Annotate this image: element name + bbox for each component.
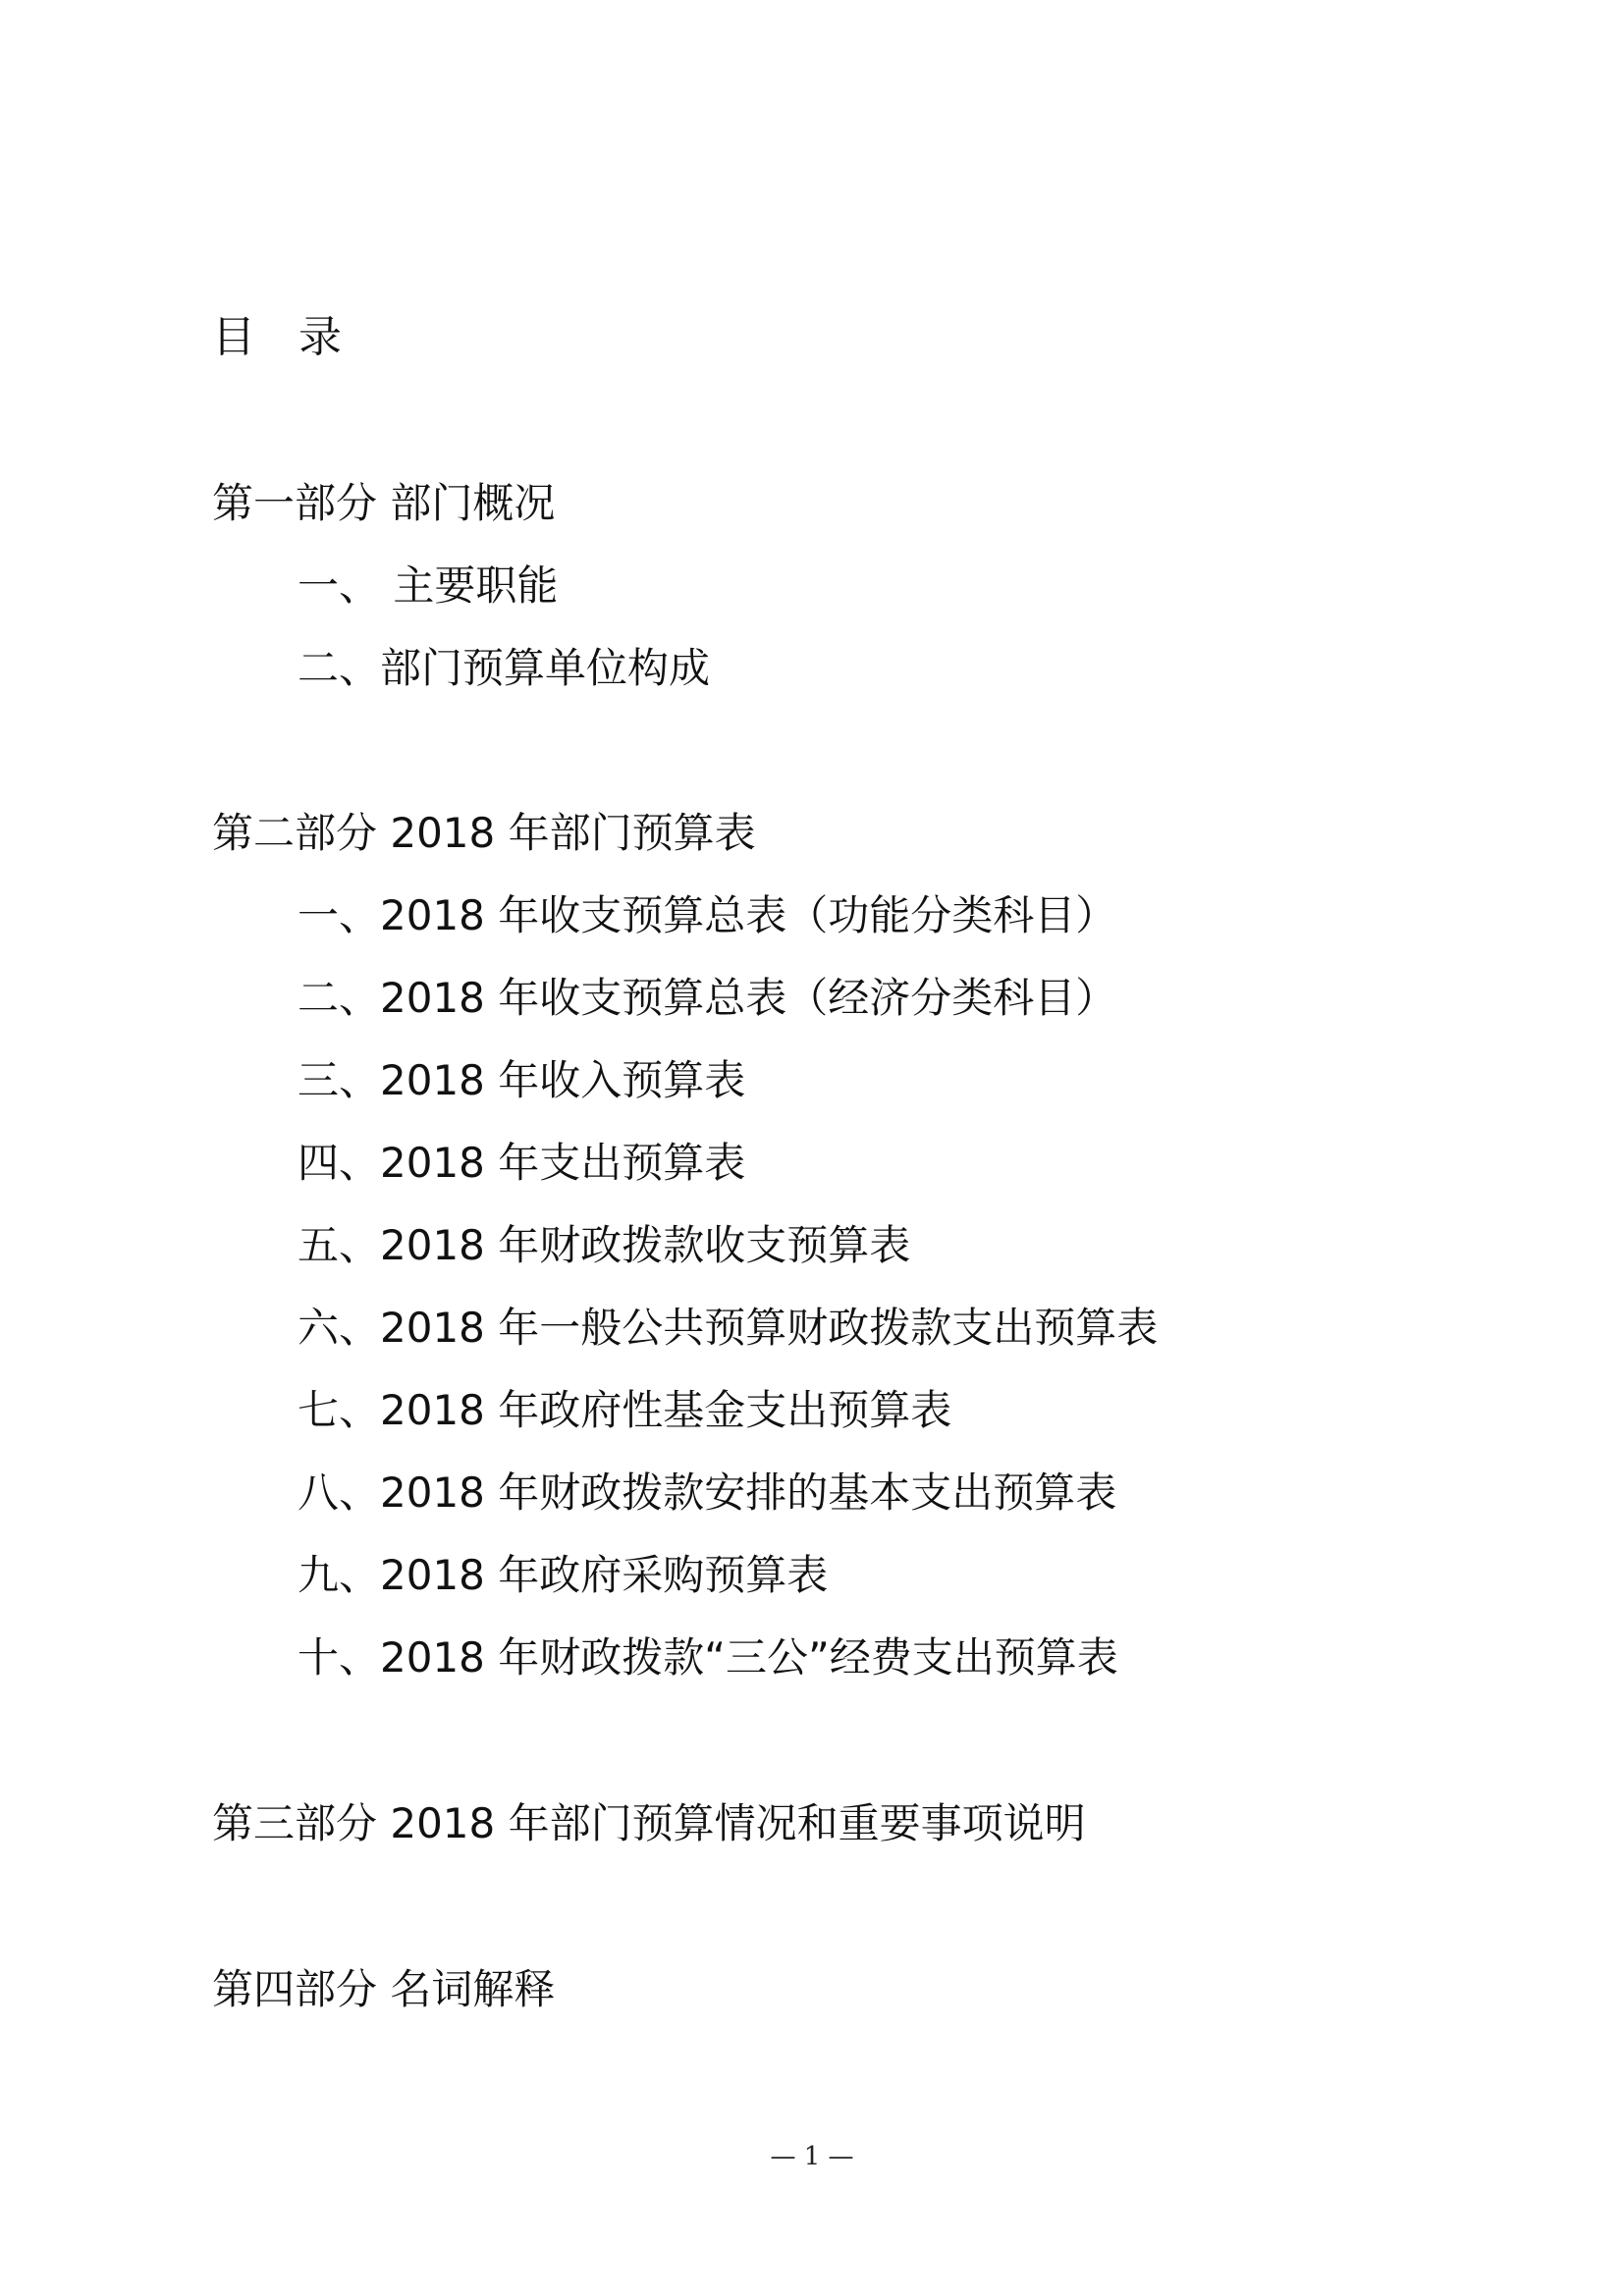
- part2-item-8: 八、2018 年财政拨款安排的基本支出预算表: [298, 1468, 1117, 1517]
- part3-heading: 第三部分 2018 年部门预算情况和重要事项说明: [212, 1799, 1086, 1847]
- part2-item-5: 五、2018 年财政拨款收支预算表: [298, 1221, 911, 1269]
- toc-title: 目录: [212, 312, 385, 362]
- part1-item-1: 一、 主要职能: [298, 561, 559, 610]
- part2-item-6: 六、2018 年一般公共预算财政拨款支出预算表: [298, 1304, 1159, 1352]
- part1-item-2: 二、部门预算单位构成: [298, 644, 711, 692]
- part2-item-3: 三、2018 年收入预算表: [298, 1056, 746, 1104]
- page-number: — 1 —: [770, 2142, 854, 2171]
- part2-item-1: 一、2018 年收支预算总表（功能分类科目）: [298, 891, 1117, 939]
- part4-heading: 第四部分 名词解释: [212, 1965, 556, 2013]
- part2-item-7: 七、2018 年政府性基金支出预算表: [298, 1386, 952, 1434]
- part2-item-10: 十、2018 年财政拨款“三公”经费支出预算表: [298, 1633, 1118, 1682]
- part2-heading: 第二部分 2018 年部门预算表: [212, 809, 756, 857]
- part2-item-9: 九、2018 年政府采购预算表: [298, 1551, 829, 1599]
- part2-item-2: 二、2018 年收支预算总表（经济分类科目）: [298, 974, 1117, 1022]
- part1-heading: 第一部分 部门概况: [212, 479, 556, 527]
- part2-item-4: 四、2018 年支出预算表: [298, 1139, 746, 1187]
